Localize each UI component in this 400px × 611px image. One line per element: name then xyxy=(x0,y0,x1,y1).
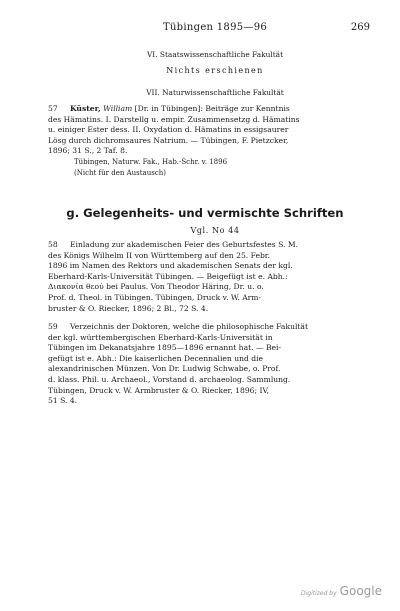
entry-line: Tübingen im Dekanatsjahre 1895—1896 ernannt hat. — Bei- xyxy=(48,343,282,353)
entry-line: u. einiger Ester dess. II. Oxydation d. Hämatins in essigsaurer xyxy=(48,125,289,135)
entry-line: des Hämatins. I. Darstellg u. empir. Zusammensetzg d. Hämatins xyxy=(48,114,300,124)
entry-number: 58 xyxy=(48,240,58,249)
entry-line: d. klass. Phil. u. Archaeol., Vorstand d. archaeolog. Sammlung. xyxy=(48,374,291,384)
entry-number: 59 xyxy=(48,322,58,331)
section-g-reference: Vgl. No 44 xyxy=(190,226,240,235)
entry-line: alexandrinischen Münzen. Von Dr. Ludwig Schwabe, o. Prof. xyxy=(48,364,281,374)
entry-note: (Nicht für den Austausch) xyxy=(74,168,166,177)
entry-line: der kgl. württembergischen Eberhard-Karls-Universität in xyxy=(48,332,273,342)
entry-line: gefügt ist e. Abh.: Die kaiserlichen Decennalien und die xyxy=(48,353,264,363)
entry-line: Lösg durch dichromsaures Natrium. — Tübingen, F. Pietzcker, xyxy=(48,135,289,145)
entry-line: 1896; 31 S., 2 Taf. 8. xyxy=(48,146,128,156)
author-name: Küster, xyxy=(70,104,101,113)
entry-59 xyxy=(48,322,370,407)
entry-line: des Königs Wilhelm II von Württemberg auf den 25. Febr. xyxy=(48,250,271,260)
page-number: 269 xyxy=(350,22,370,33)
entry-line: Tübingen, Druck v. W. Armbruster & O. Riecker, 1896; IV, xyxy=(48,385,270,395)
entry-line: Prof. d. Theol. in Tübingen. Tübingen, Druck v. W. Arm- xyxy=(48,292,262,302)
entry-number: 57 xyxy=(48,104,58,113)
section-vi-heading: VI. Staatswissenschaftliche Fakultät xyxy=(146,50,284,59)
entry-line: Διακονία θεού bei Paulus. Von Theodor Häring, Dr. u. o. xyxy=(48,282,264,292)
entry-line: Verzeichnis der Doktoren, welche die philosophische Fakultät xyxy=(70,322,309,331)
entry-line: 1896 im Namen des Rektors und akademischen Senats der kgl. xyxy=(48,261,293,271)
section-g-heading: g. Gelegenheits- und vermischte Schriften xyxy=(66,206,344,220)
entry-line: 51 S. 4. xyxy=(48,396,78,406)
running-header xyxy=(60,22,370,36)
entry-57 xyxy=(48,104,370,178)
header-title: Tübingen 1895—96 xyxy=(162,22,268,33)
digitized-watermark xyxy=(301,580,382,599)
entry-line: bruster & O. Riecker, 1896; 2 Bl., 72 S. 4. xyxy=(48,303,209,313)
entry-line: Eberhard-Karls-Universität Tübingen. — Beigefügt ist e. Abh.: xyxy=(48,271,288,281)
entry-line: Einladung zur akademischen Feier des Geburtsfestes S. M. xyxy=(70,240,299,249)
entry-58 xyxy=(48,240,370,314)
watermark-caption: Digitized by xyxy=(300,590,337,597)
author-given-name: William xyxy=(103,104,133,113)
entry-line: Küster, William [Dr. in Tübingen]: Beiträge zur Kenntnis xyxy=(70,104,290,113)
section-vii-heading: VII. Naturwissenschaftliche Fakultät xyxy=(146,88,284,97)
google-logo: Google xyxy=(339,584,382,598)
entry-note: Tübingen, Naturw. Fak., Hab.-Schr. v. 1896 xyxy=(74,157,228,166)
section-vi-note: Nichts erschienen xyxy=(166,66,264,75)
